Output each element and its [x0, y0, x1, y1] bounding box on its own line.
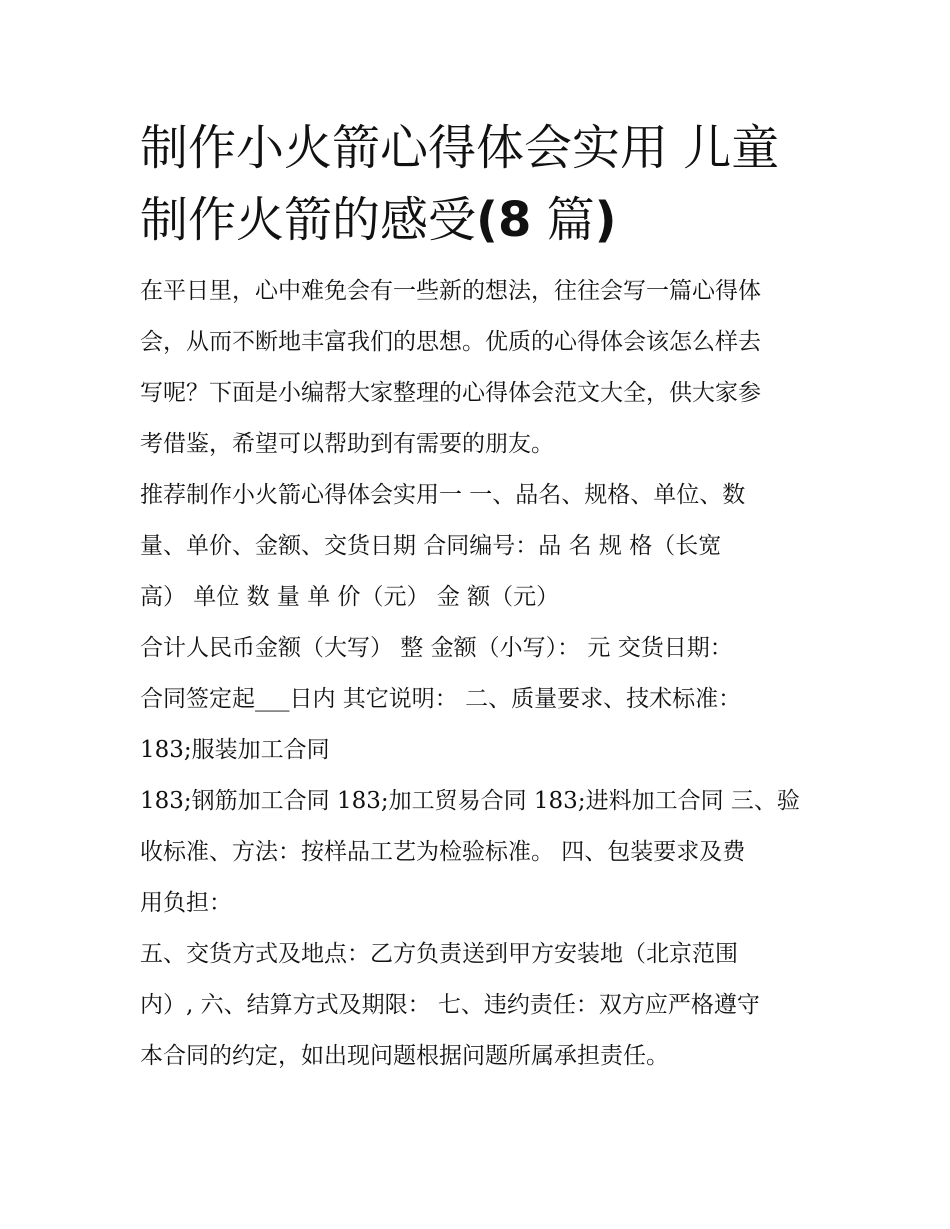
paragraph-intro: [140, 266, 812, 470]
title-line-1: 制作小火箭心得体会实用 儿童: [140, 120, 780, 176]
paragraph-line: 高） 单位 数 量 单 价（元） 金 额（元）: [140, 584, 560, 610]
paragraph-line: 在平日里，心中难免会有一些新的想法，往往会写一篇心得体: [140, 278, 761, 304]
paragraph-contract-acceptance: [140, 776, 812, 929]
paragraph-line: 183;服装加工合同: [140, 737, 330, 763]
title-count-unit: 篇: [531, 192, 595, 248]
paragraph-line: 本合同的约定，如出现问题根据问题所属承担责任。: [140, 1043, 669, 1069]
paragraph-contract-items: [140, 470, 812, 623]
title-count-close: ): [594, 192, 617, 248]
paragraph-line: 五、交货方式及地点：乙方负责送到甲方安装地（北京范围: [140, 941, 738, 967]
document-page: [140, 112, 812, 1082]
paragraph-line: 收标准、方法：按样品工艺为检验标准。 四、包装要求及费: [140, 839, 746, 865]
title-line-2: [140, 184, 812, 256]
paragraph-line: 183;钢筋加工合同 183;加工贸易合同 183;进料加工合同 三、验: [140, 788, 800, 814]
paragraph-line: 推荐制作小火箭心得体会实用一 一、品名、规格、单位、数: [140, 482, 746, 508]
paragraph-line: 合同签定起___日内 其它说明： 二、质量要求、技术标准：: [140, 686, 742, 712]
document-title: [140, 112, 812, 256]
paragraph-line: 会，从而不断地丰富我们的思想。优质的心得体会该怎么样去: [140, 329, 761, 355]
paragraph-line: 用负担：: [140, 890, 232, 916]
paragraph-line: 内）, 六、结算方式及期限： 七、违约责任：双方应严格遵守: [140, 992, 760, 1018]
paragraph-line: 写呢？下面是小编帮大家整理的心得体会范文大全，供大家参: [140, 380, 761, 406]
paragraph-contract-delivery: [140, 929, 812, 1082]
paragraph-line: 合计人民币金额（大写） 整 金额（小写）： 元 交货日期：: [140, 635, 733, 661]
paragraph-line: 考借鉴，希望可以帮助到有需要的朋友。: [140, 431, 554, 457]
title-line-2-text: 制作火箭的感受: [140, 192, 477, 248]
paragraph-line: 量、单价、金额、交货日期 合同编号：品 名 规 格（长宽: [140, 533, 722, 559]
title-count-open: (8: [476, 192, 532, 248]
paragraph-contract-amount: [140, 623, 812, 776]
